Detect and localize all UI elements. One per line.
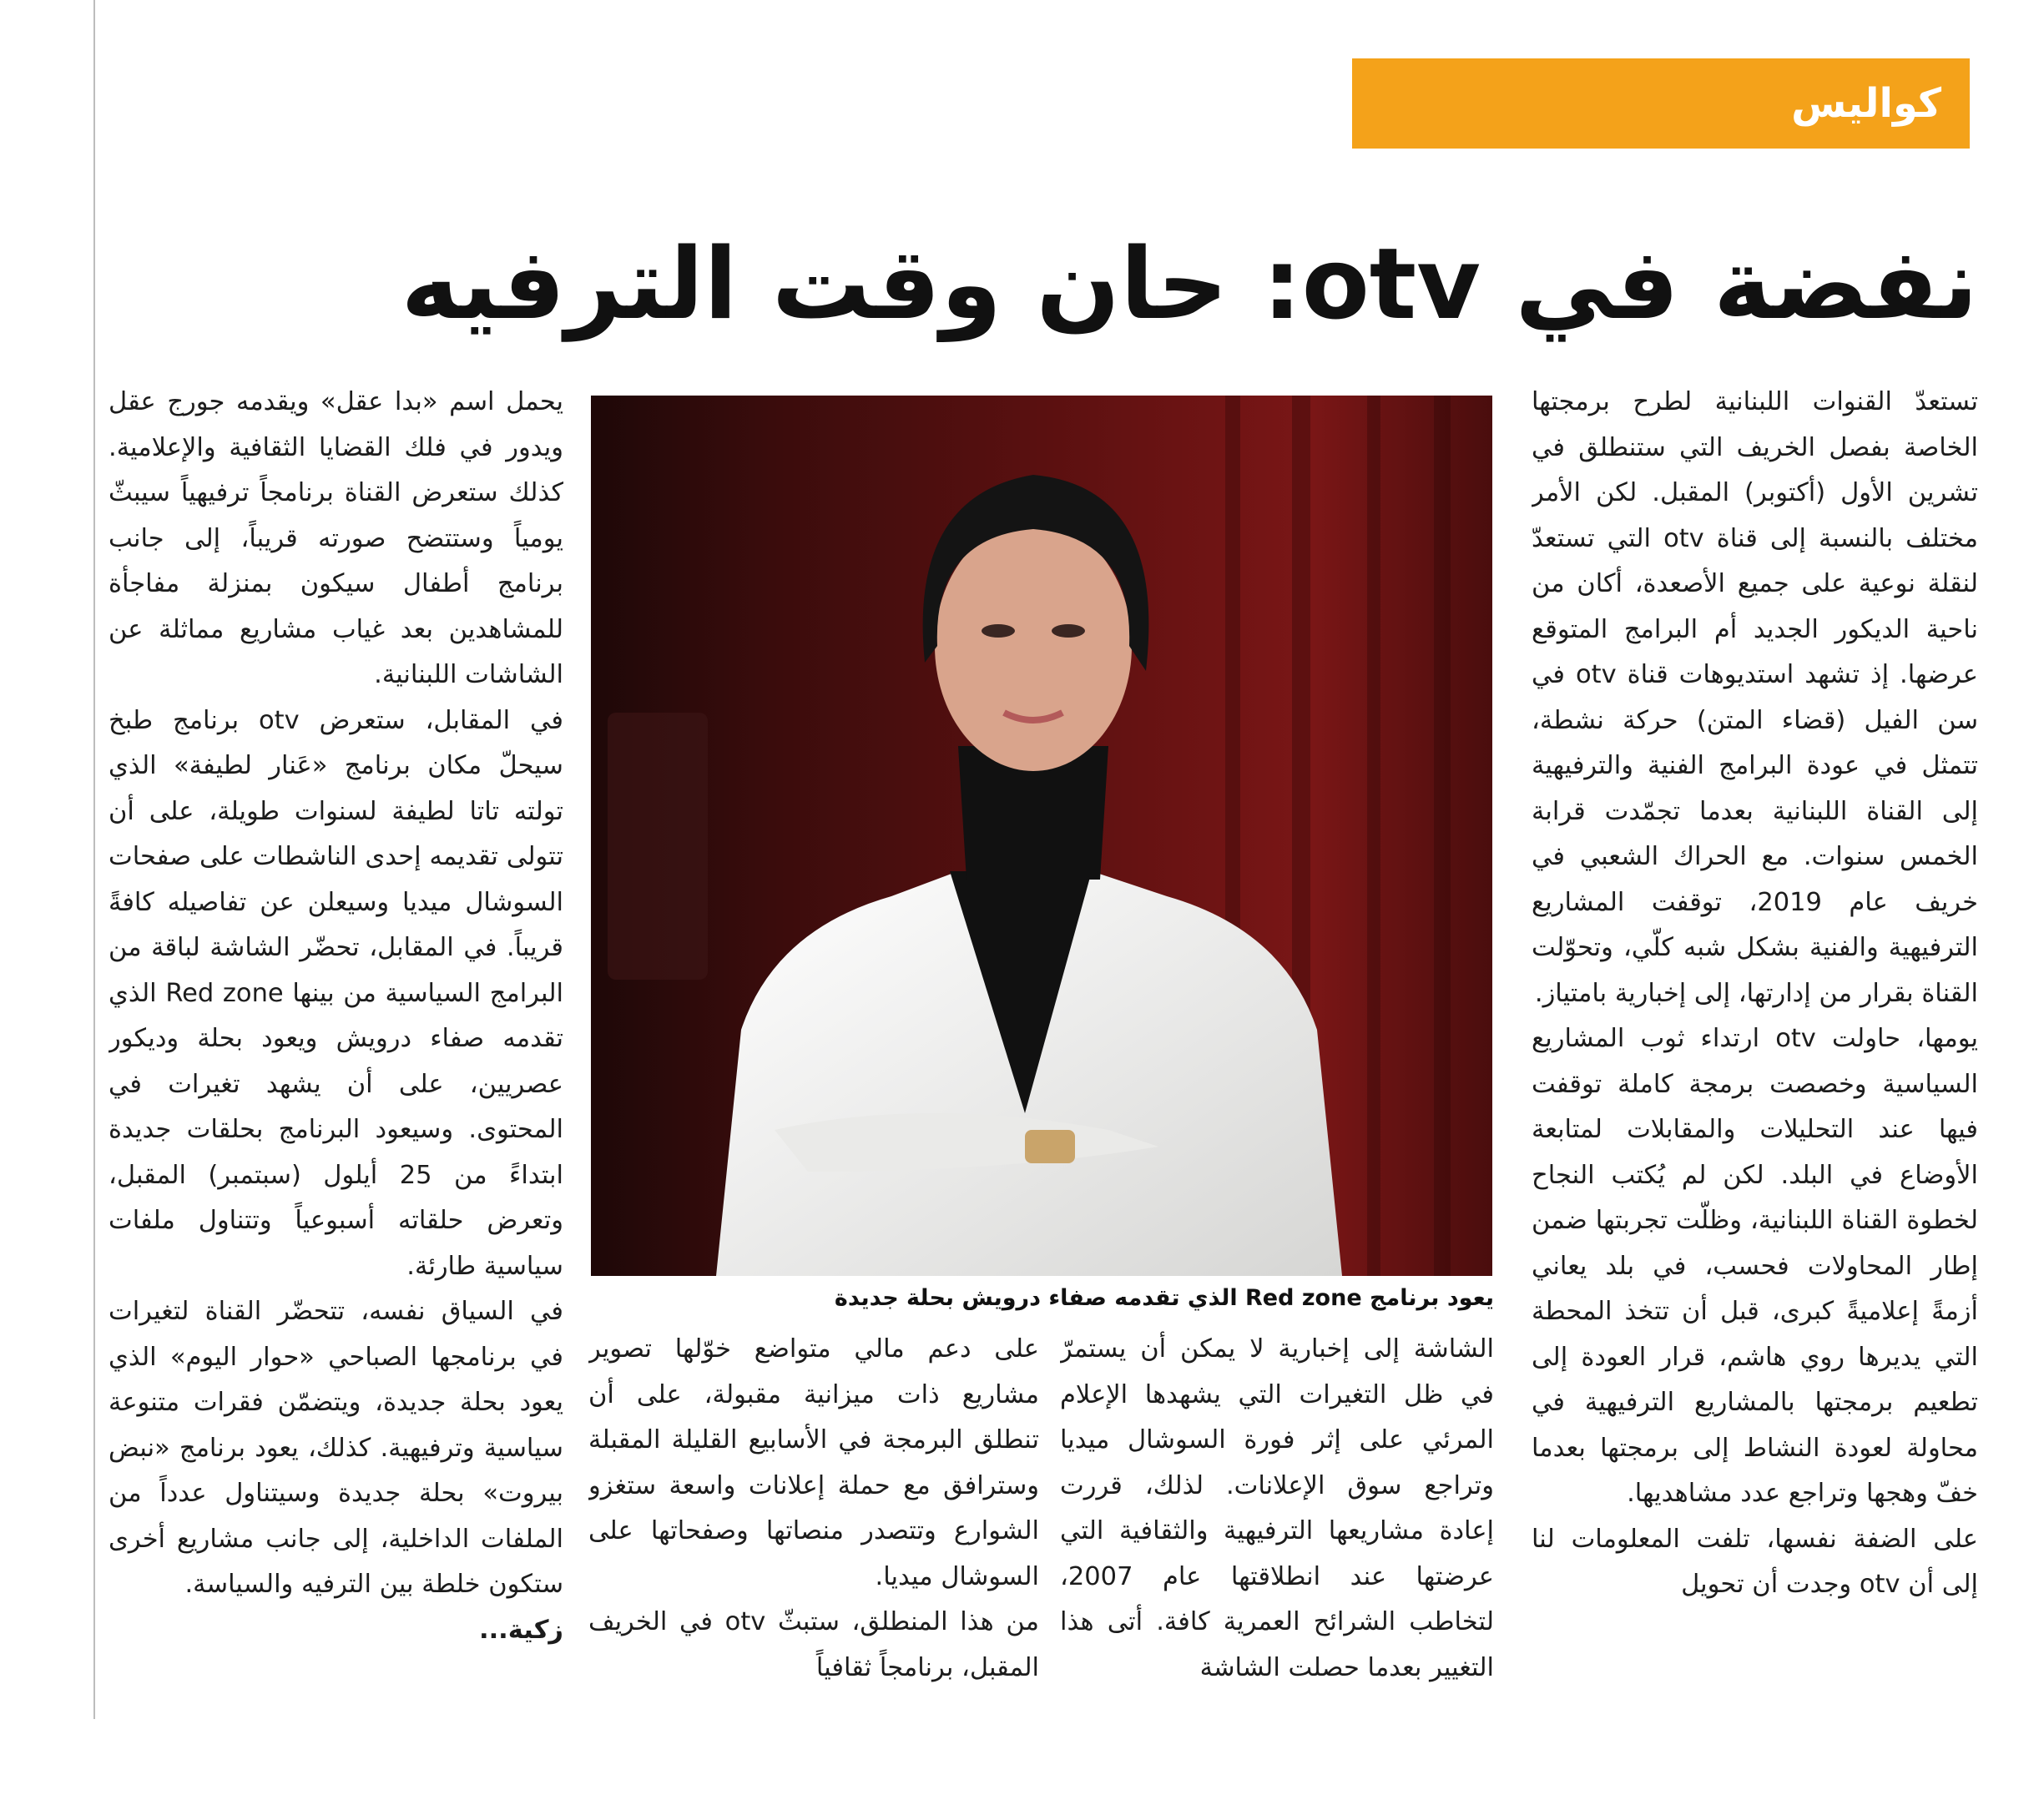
author-signature: زكية...: [478, 1615, 563, 1645]
section-label: كواليس: [1791, 80, 1941, 127]
article-column-1: [1532, 380, 1978, 1707]
paragraph: في المقابل، ستعرض otv برنامج طبخ سيحلّ مكان برنامج «عَنار لطيفة» الذي تولته تاتا لطيفة لسنوات طويلة، على أن تتولى تقديمه إحدى الناشطات على صفحات السوشال ميديا وسيعلن عن تفاصيله كافةً قريباً. في المقابل، تحضّر الشاشة لباقة من البرامج السياسية من بينها Red zone الذي تقدمه صفاء درويش ويعود بحلة وديكور عصريين، على أن يشهد تغيرات في المحتوى. وسيعود البرنامج بحلقات جديدة ابتداءً من 25 أيلول (سبتمبر) المقبل، وتعرض حلقاته أسبوعياً وتتناول ملفات سياسية طارئة.: [109, 705, 563, 1281]
article-photo: [591, 396, 1492, 1276]
paragraph: في السياق نفسه، تتحضّر القناة لتغيرات في برنامجها الصباحي «حوار اليوم» الذي يعود بحلة جديدة، ويتضمّن فقرات متنوعة سياسية وترفيهية. كذلك، يعود برنامج «نبض بيروت» بحلة جديدة وسيتناول عدداً من الملفات الداخلية، إلى جانب مشاريع أخرى ستكون خلطة بين الترفيه والسياسة.: [109, 1297, 563, 1599]
paragraph: يحمل اسم «بدا عقل» ويقدمه جورج عقل ويدور في فلك القضايا الثقافية والإعلامية. كذلك ستعرض القناة برنامجاً ترفيهياً سيبثّ يومياً وستتضح صورته قريباً، إلى جانب برنامج أطفال سيكون بمنزلة مفاجأة للمشاهدين بعد غياب مشاريع مماثلة عن الشاشات اللبنانية.: [109, 387, 563, 689]
article-column-3: [588, 1327, 1039, 1702]
blurred-sign: [608, 713, 708, 980]
paragraph: على الضفة نفسها، تلفت المعلومات لنا إلى أن otv وجدت أن تحويل: [1532, 1524, 1978, 1599]
paragraph: الشاشة إلى إخبارية لا يمكن أن يستمرّ في ظل التغيرات التي يشهدها الإعلام المرئي على إثر فورة السوشال ميديا وتراجع سوق الإعلانات. لذلك، قررت إعادة مشاريعها الترفيهية والثقافية التي عرضتها عند انطلاقتها عام 2007، لتخاطب الشرائح العمرية كافة. أتى هذا التغيير بعدما حصلت الشاشة: [1060, 1334, 1494, 1682]
photo-caption: يعود برنامج Red zone الذي تقدمه صفاء درويش بحلة جديدة: [834, 1285, 1494, 1311]
paragraph: على دعم مالي متواضع خوّلها تصوير مشاريع ذات ميزانية مقبولة، على أن تنطلق البرمجة في الأسابيع القليلة المقبلة وسترافق مع حملة إعلانات واسعة ستغزو الشوارع وتتصدر منصاتها وصفحاتها على السوشال ميديا.: [588, 1334, 1039, 1591]
paragraph: من هذا المنطلق، ستبثّ otv في الخريف المقبل، برنامجاً ثقافياً: [588, 1607, 1039, 1682]
article-column-2: [1060, 1327, 1494, 1702]
portrait-illustration: [591, 396, 1492, 1276]
wristwatch: [1025, 1130, 1075, 1163]
paragraph: يومها، حاولت otv ارتداء ثوب المشاريع السياسية وخصصت برمجة كاملة توقفت فيها عند التحليلات والمقابلات لمتابعة الأوضاع في البلد. لكن لم يُكتب النجاح لخطوة القناة اللبنانية، وظلّت تجربتها ضمن إطار المحاولات فحسب، في بلد يعاني أزمةً إعلاميةً كبرى، قبل أن تتخذ المحطة التي يديرها روي هاشم، قرار العودة إلى تطعيم برمجتها بالمشاريع الترفيهية في محاولة لعودة النشاط إلى برمجتها بعدما خفّ وهجها وتراجع عدد مشاهديها.: [1532, 1024, 1978, 1508]
section-tag: [1352, 58, 1970, 149]
left-eye: [982, 624, 1015, 638]
page-margin-rule: [93, 0, 95, 1719]
headline: نفضة في otv: حان وقت الترفيه: [401, 226, 1978, 341]
article-column-4: [109, 380, 563, 1707]
face: [935, 521, 1132, 771]
right-eye: [1052, 624, 1085, 638]
paragraph: تستعدّ القنوات اللبنانية لطرح برمجتها الخاصة بفصل الخريف التي ستنطلق في تشرين الأول (أكتوبر) المقبل. لكن الأمر مختلف بالنسبة إلى قناة otv التي تستعدّ لنقلة نوعية على جميع الأصعدة، أكان من ناحية الديكور الجديد أم البرامج المتوقع عرضها. إذ تشهد استديوهات قناة otv في سن الفيل (قضاء المتن) حركة نشطة، تتمثل في عودة البرامج الفنية والترفيهية إلى القناة اللبنانية بعدما تجمّدت قرابة الخمس سنوات. مع الحراك الشعبي في خريف عام 2019، توقفت المشاريع الترفيهية والفنية بشكل شبه كلّي، وتحوّلت القناة بقرار من إدارتها، إلى إخبارية بامتياز.: [1532, 387, 1978, 1008]
